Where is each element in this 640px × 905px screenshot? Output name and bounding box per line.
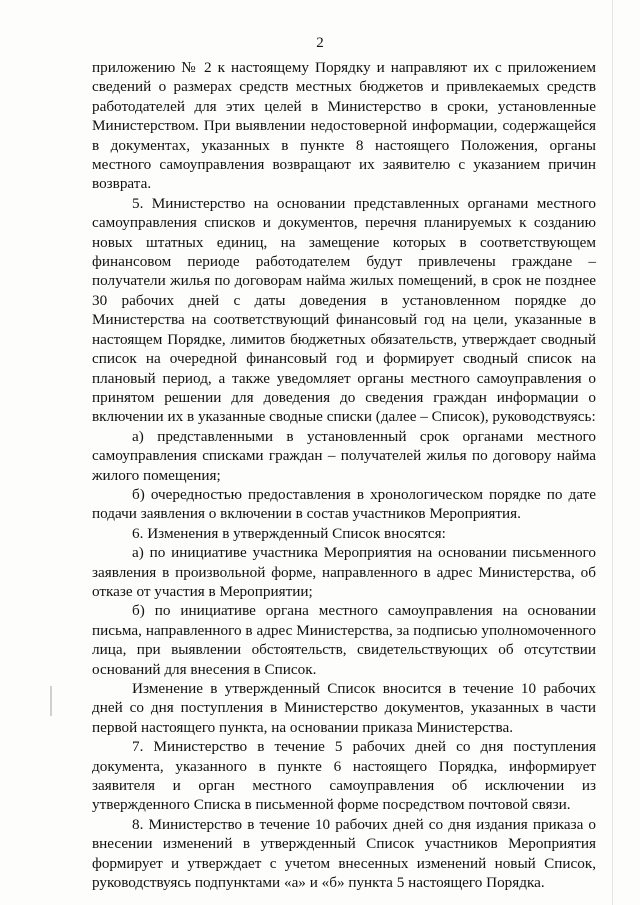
paragraph-item-8: 8. Министерство в течение 10 рабочих дней со дня издания приказа о внесении изменений в утвержденный Список участников Мероприятия формирует и утверждает с учетом внесенных изменений новый Список, руководствуясь подпунктами «а» и «б» пункта 5 настоящего Порядка. (92, 815, 596, 892)
paragraph-item-6b: б) по инициативе органа местного самоуправления на основании письма, направленного в адрес Министерства, за подписью уполномоченного лица, при выявлении обстоятельств, свидетельствующих об отсутствии оснований для внесения в Список. (92, 602, 596, 678)
paragraph-item-6: 6. Изменения в утвержденный Список вносятся: (132, 524, 446, 542)
paragraph-continuation: приложению № 2 к настоящему Порядку и направляют их с приложением сведений о размерах средств местных бюджетов и привлекаемых средств работодателей для этих целей в Министерство в сроки, установленные Министерством. При выявлении недостоверной информации, содержащейся в документах, указанных в пункте 8 настоящего Положения, органы местного самоуправления возвращают их заявителю с указанием причин возврата. (92, 59, 596, 193)
paragraph-item-5a: а) представленными в установленный срок органами местного самоуправления списками граждан – получателей жилья по договору найма жилого помещения; (92, 427, 596, 484)
paragraph-item-5: 5. Министерство на основании представленных органами местного самоуправления списков и документов, перечня планируемых к созданию новых штатных единиц, на замещение которых в соответствующем финансовом периоде работодателем будут привлечены граждане – получатели жилья по договорам найма жилых помещений, в срок не позднее 30 рабочих дней с даты доведения в установленном порядке до Министерства на соответствующий финансовый год на цели, указанные в настоящем Порядке, лимитов бюджетных обязательств, утверждает сводный список на очередной финансовый год и формирует сводный список на плановый период, а также уведомляет органы местного самоуправления о принятом решении для доведения до сведения граждан информации о включении их в указанные сводные списки (далее – Список), руководствуясь: (92, 194, 596, 426)
document-body (92, 58, 596, 892)
scan-edge-line (612, 0, 613, 905)
page-number: 2 (316, 35, 324, 51)
paragraph-item-6-note: Изменение в утвержденный Список вносится в течение 10 рабочих дней со дня поступления в Министерство документов, указанных в части первой настоящего пункта, на основании приказа Министерства. (92, 680, 596, 736)
paragraph-item-6a: а) по инициативе участника Мероприятия на основании письменного заявления в произвольной форме, направленного в адрес Министерства, об отказе от участия в Мероприятии; (92, 544, 596, 600)
paragraph-item-5b: б) очередностью предоставления в хронологическом порядке по дате подачи заявления о включении в состав участников Мероприятия. (92, 485, 596, 523)
paragraph-item-7: 7. Министерство в течение 5 рабочих дней со дня поступления документа, указанного в пункте 6 настоящего Порядка, информирует заявителя и орган местного самоуправления об исключении из утвержденного Списка в письменной форме посредством почтовой связи. (92, 738, 596, 814)
scan-artifact (50, 686, 52, 716)
